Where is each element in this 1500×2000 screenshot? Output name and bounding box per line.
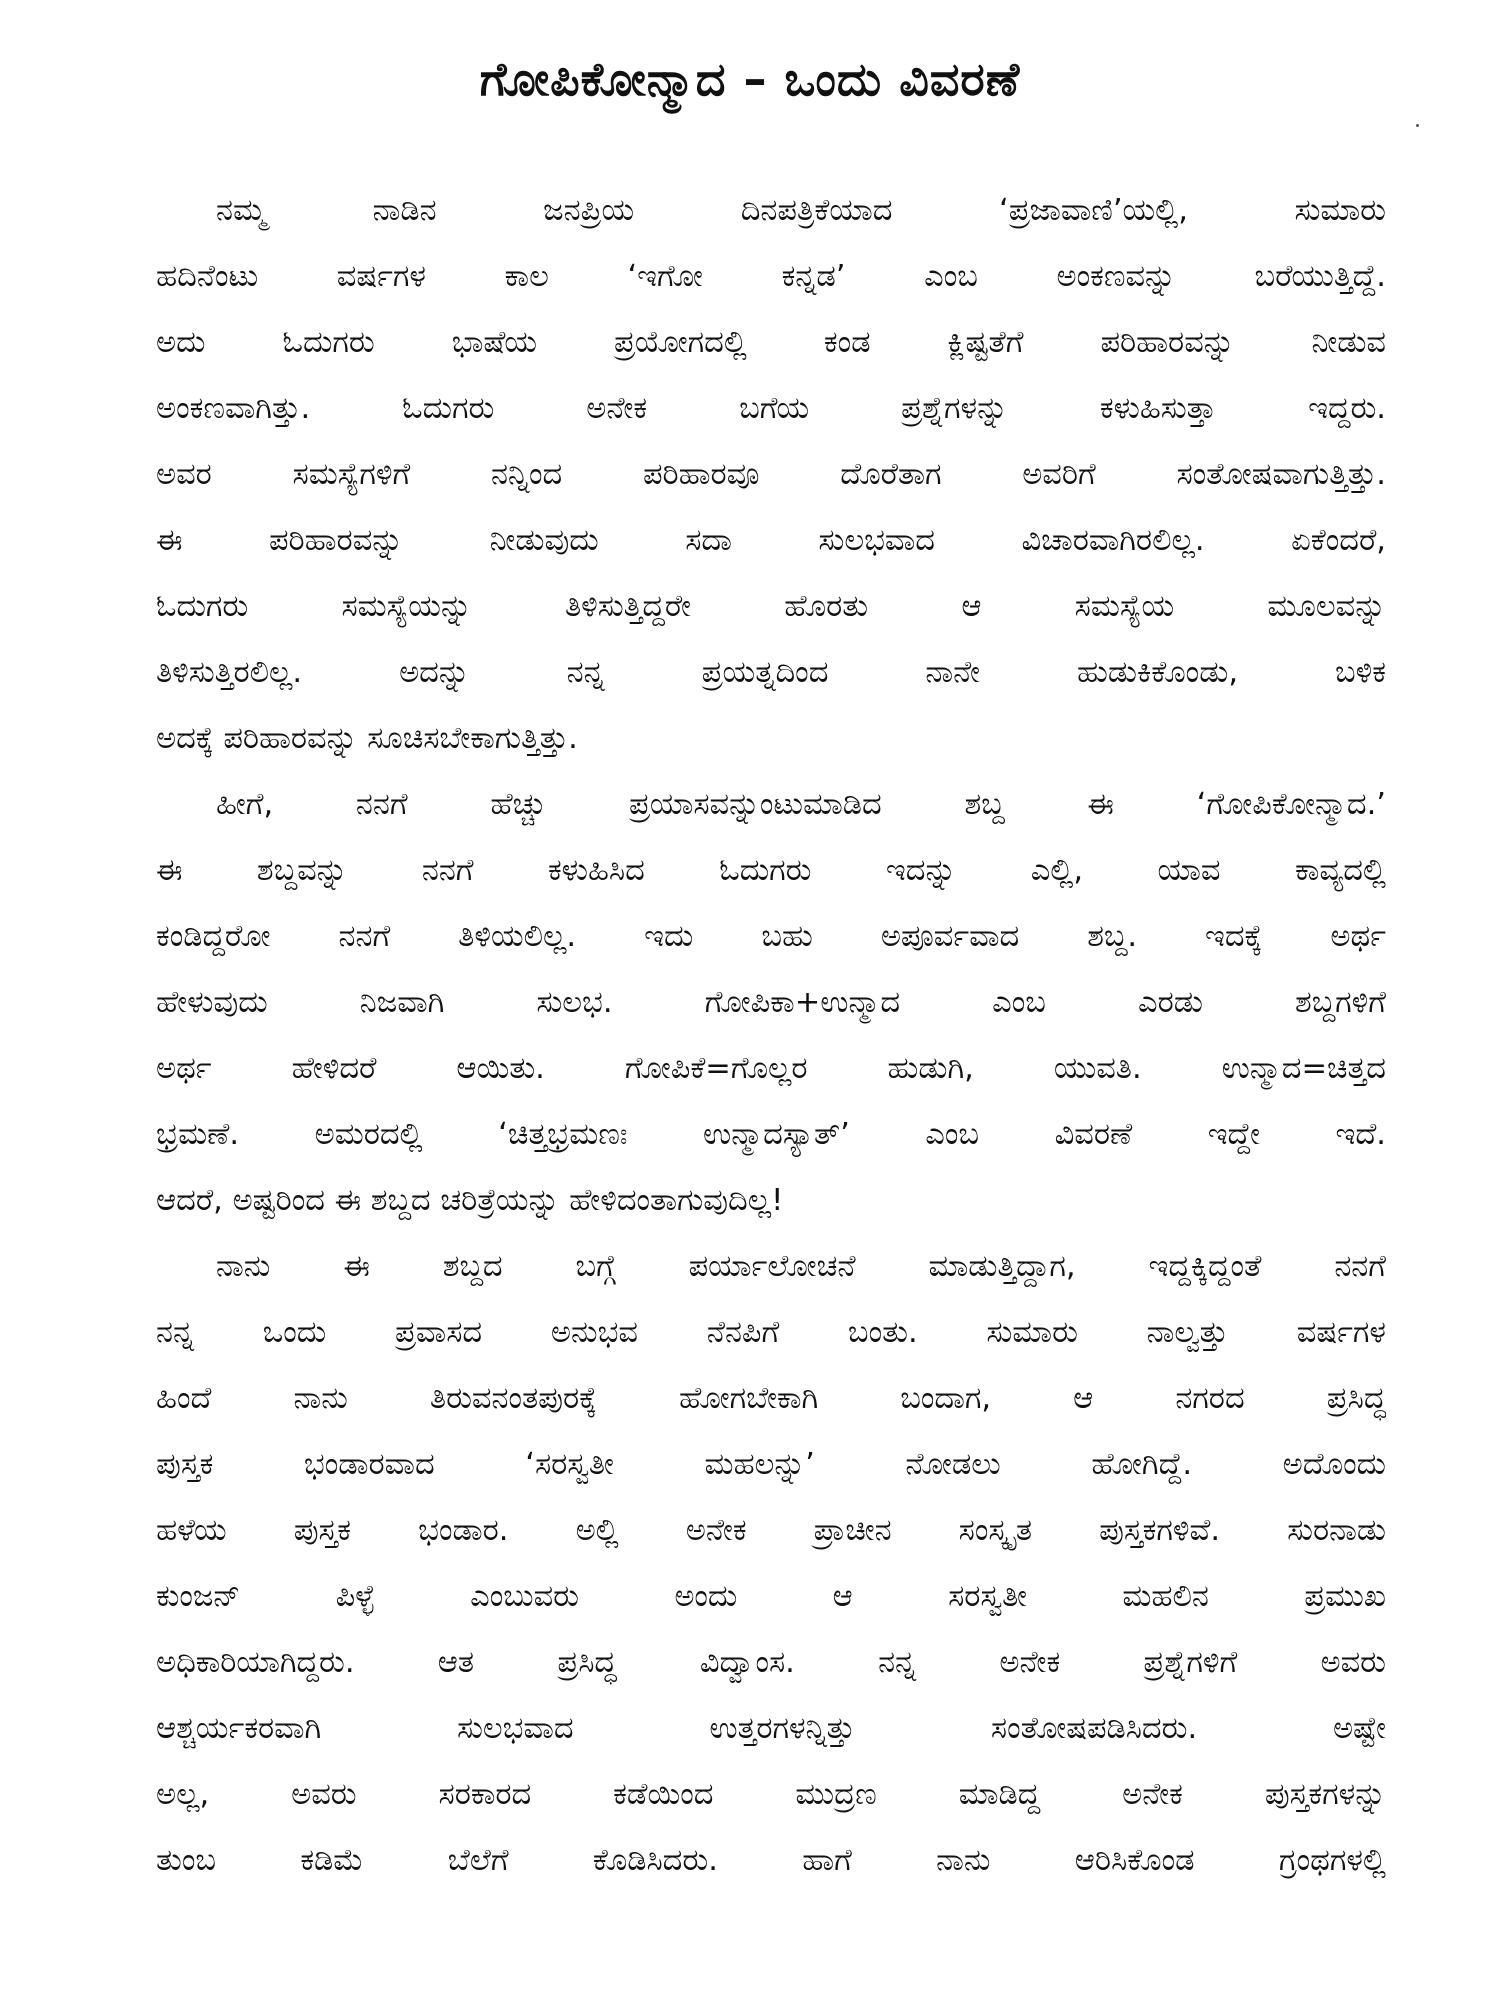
text-line: ಅದಕ್ಕೆ ಪರಿಹಾರವನ್ನು ಸೂಚಿಸಬೇಕಾಗುತ್ತಿತ್ತು. [156, 721, 578, 756]
text-line: ಅರ್ಥ ಹೇಳಿದರೆ ಆಯಿತು. ಗೋಪಿಕೆ=ಗೊಲ್ಲರ ಹುಡುಗಿ, ಯುವತಿ. ಉನ್ಮಾದ=ಚಿತ್ತದ [156, 1051, 1386, 1086]
text-line: ಹೇಳುವುದು ನಿಜವಾಗಿ ಸುಲಭ. ಗೋಪಿಕಾ+ಉನ್ಮಾದ ಎಂಬ ಎರಡು ಶಬ್ದಗಳಿಗೆ [156, 985, 1386, 1020]
text-line: ನಾನು ಈ ಶಬ್ದದ ಬಗ್ಗೆ ಪರ್ಯಾಲೋಚನೆ ಮಾಡುತ್ತಿದ್ದಾಗ, ಇದ್ದಕ್ಕಿದ್ದಂತೆ ನನಗೆ [216, 1249, 1386, 1284]
text-line: ಹಳೆಯ ಪುಸ್ತಕ ಭಂಡಾರ. ಅಲ್ಲಿ ಅನೇಕ ಪ್ರಾಚೀನ ಸಂಸ್ಕೃತ ಪುಸ್ತಕಗಳಿವೆ. ಸುರನಾಡು [156, 1513, 1386, 1548]
text-line: ಅಲ್ಲ, ಅವರು ಸರಕಾರದ ಕಡೆಯಿಂದ ಮುದ್ರಣ ಮಾಡಿದ್ದ ಅನೇಕ ಪುಸ್ತಕಗಳನ್ನು [156, 1777, 1386, 1812]
text-line: ಈ ಪರಿಹಾರವನ್ನು ನೀಡುವುದು ಸದಾ ಸುಲಭವಾದ ವಿಚಾರವಾಗಿರಲಿಲ್ಲ. ಏಕೆಂದರೆ, [156, 523, 1386, 558]
text-line: ಹದಿನೆಂಟು ವರ್ಷಗಳ ಕಾಲ ‘ಇಗೋ ಕನ್ನಡ’ ಎಂಬ ಅಂಕಣವನ್ನು ಬರೆಯುತ್ತಿದ್ದೆ. [156, 259, 1386, 294]
text-line: ಆದರೆ, ಅಷ್ಟರಿಂದ ಈ ಶಬ್ದದ ಚರಿತ್ರೆಯನ್ನು ಹೇಳಿದಂತಾಗುವುದಿಲ್ಲ! [156, 1183, 784, 1218]
scan-speck [1416, 124, 1419, 127]
text-line: ಅಧಿಕಾರಿಯಾಗಿದ್ದರು. ಆತ ಪ್ರಸಿದ್ಧ ವಿದ್ವಾಂಸ. ನನ್ನ ಅನೇಕ ಪ್ರಶ್ನೆಗಳಿಗೆ ಅವರು [156, 1645, 1386, 1680]
text-line: ಹೀಗೆ, ನನಗೆ ಹೆಚ್ಚು ಪ್ರಯಾಸವನ್ನುಂಟುಮಾಡಿದ ಶಬ್ದ ಈ ‘ಗೋಪಿಕೋನ್ಮಾದ.’ [216, 787, 1386, 822]
text-line: ಅವರ ಸಮಸ್ಯೆಗಳಿಗೆ ನನ್ನಿಂದ ಪರಿಹಾರವೂ ದೊರೆತಾಗ ಅವರಿಗೆ ಸಂತೋಷವಾಗುತ್ತಿತ್ತು. [156, 457, 1386, 492]
text-line: ಪುಸ್ತಕ ಭಂಡಾರವಾದ ‘ಸರಸ್ವತೀ ಮಹಲನ್ನು’ ನೋಡಲು ಹೋಗಿದ್ದೆ. ಅದೊಂದು [156, 1447, 1386, 1482]
text-line: ತುಂಬ ಕಡಿಮೆ ಬೆಲೆಗೆ ಕೊಡಿಸಿದರು. ಹಾಗೆ ನಾನು ಆರಿಸಿಕೊಂಡ ಗ್ರಂಥಗಳಲ್ಲಿ [156, 1843, 1386, 1878]
paragraph-3 [156, 1234, 1386, 1894]
text-line: ಆಶ್ಚರ್ಯಕರವಾಗಿ ಸುಲಭವಾದ ಉತ್ತರಗಳನ್ನಿತ್ತು ಸಂತೋಷಪಡಿಸಿದರು. ಅಷ್ಟೇ [156, 1711, 1386, 1746]
text-line: ಈ ಶಬ್ದವನ್ನು ನನಗೆ ಕಳುಹಿಸಿದ ಓದುಗರು ಇದನ್ನು ಎಲ್ಲಿ, ಯಾವ ಕಾವ್ಯದಲ್ಲಿ [156, 853, 1386, 888]
body-text [156, 178, 1386, 1894]
text-line: ನಮ್ಮ ನಾಡಿನ ಜನಪ್ರಿಯ ದಿನಪತ್ರಿಕೆಯಾದ ‘ಪ್ರಜಾವಾಣಿ’ಯಲ್ಲಿ, ಸುಮಾರು [216, 193, 1386, 228]
paragraph-2 [156, 772, 1386, 1234]
text-line: ನನ್ನ ಒಂದು ಪ್ರವಾಸದ ಅನುಭವ ನೆನಪಿಗೆ ಬಂತು. ಸುಮಾರು ನಾಲ್ವತ್ತು ವರ್ಷಗಳ [156, 1315, 1386, 1350]
text-line: ಅಂಕಣವಾಗಿತ್ತು. ಓದುಗರು ಅನೇಕ ಬಗೆಯ ಪ್ರಶ್ನೆಗಳನ್ನು ಕಳುಹಿಸುತ್ತಾ ಇದ್ದರು. [156, 391, 1386, 426]
text-line: ಭ್ರಮಣೆ. ಅಮರದಲ್ಲಿ ‘ಚಿತ್ತಭ್ರಮಣಃ ಉನ್ಮಾದಸ್ಯಾತ್’ ಎಂಬ ವಿವರಣೆ ಇದ್ದೇ ಇದೆ. [156, 1117, 1386, 1152]
text-line: ಕುಂಜನ್ ಪಿಳ್ಳೆ ಎಂಬುವರು ಅಂದು ಆ ಸರಸ್ವತೀ ಮಹಲಿನ ಪ್ರಮುಖ [156, 1579, 1386, 1614]
text-line: ತಿಳಿಸುತ್ತಿರಲಿಲ್ಲ. ಅದನ್ನು ನನ್ನ ಪ್ರಯತ್ನದಿಂದ ನಾನೇ ಹುಡುಕಿಕೊಂಡು, ಬಳಿಕ [156, 655, 1386, 690]
text-line: ಅದು ಓದುಗರು ಭಾಷೆಯ ಪ್ರಯೋಗದಲ್ಲಿ ಕಂಡ ಕ್ಲಿಷ್ಟತೆಗೆ ಪರಿಹಾರವನ್ನು ನೀಡುವ [156, 325, 1386, 360]
text-line: ಹಿಂದೆ ನಾನು ತಿರುವನಂತಪುರಕ್ಕೆ ಹೋಗಬೇಕಾಗಿ ಬಂದಾಗ, ಆ ನಗರದ ಪ್ರಸಿದ್ಧ [156, 1381, 1386, 1416]
text-line: ಓದುಗರು ಸಮಸ್ಯೆಯನ್ನು ತಿಳಿಸುತ್ತಿದ್ದರೇ ಹೊರತು ಆ ಸಮಸ್ಯೆಯ ಮೂಲವನ್ನು [156, 589, 1386, 624]
page-title: ಗೋಪಿಕೋನ್ಮಾದ – ಒಂದು ವಿವರಣೆ [479, 52, 1021, 106]
paragraph-1 [156, 178, 1386, 772]
text-line: ಕಂಡಿದ್ದರೋ ನನಗೆ ತಿಳಿಯಲಿಲ್ಲ. ಇದು ಬಹು ಅಪೂರ್ವವಾದ ಶಬ್ದ. ಇದಕ್ಕೆ ಅರ್ಥ [156, 919, 1386, 954]
